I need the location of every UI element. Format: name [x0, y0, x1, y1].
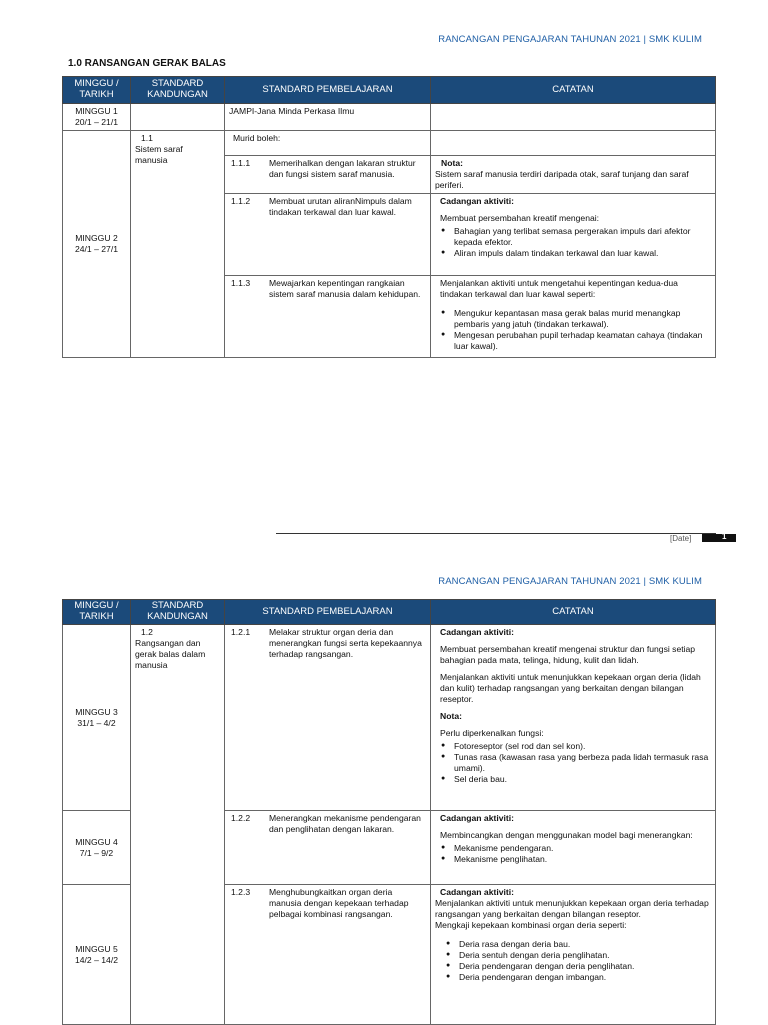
sk-cell: [131, 131, 225, 358]
col-week-header: MINGGU / TARIKH: [63, 77, 131, 104]
sp-code: 1.2.1: [231, 627, 251, 637]
notes-title: Nota:: [440, 711, 462, 721]
sk-cell: [131, 104, 225, 131]
sp-cell: [225, 156, 431, 194]
list-item: ● Sel deria bau.: [454, 774, 711, 785]
sp-text: JAMPI-Jana Minda Perkasa Ilmu: [229, 106, 355, 116]
sp-cell: [225, 131, 431, 156]
week-date: 7/1 – 9/2: [79, 847, 114, 858]
notes-bullet-list: [435, 939, 711, 983]
sp-text: Menghubungkaitkan organ deria manusia dengan kepekaan terhadap pelbagai kombinasi rangsangan.: [269, 887, 409, 919]
col-notes-header: CATATAN: [431, 77, 716, 104]
list-item: ● Deria pendengaran dengan imbangan.: [459, 972, 711, 983]
list-item: ● Mengesan perubahan pupil terhadap keamatan cahaya (tindakan luar kawal).: [454, 330, 711, 352]
notes-bullet-list: [440, 741, 711, 785]
notes-bullet-list: [440, 308, 711, 352]
list-item: ● Mekanisme penglihatan.: [454, 854, 711, 865]
week-label: MINGGU 5: [75, 943, 118, 954]
sp-cell: [225, 625, 431, 811]
sp-code: 1.1.1: [231, 158, 251, 168]
week-date: 14/2 – 14/2: [74, 954, 118, 965]
week-cell: [63, 625, 131, 811]
document-header-title: RANCANGAN PENGAJARAN TAHUNAN 2021 | SMK KULIM: [438, 34, 702, 45]
sp-cell: [225, 276, 431, 358]
notes-cell: [431, 276, 716, 358]
sp-text: Menerangkan mekanisme pendengaran dan penglihatan dengan lakaran.: [269, 813, 421, 834]
notes-cell: [431, 811, 716, 885]
col-notes-header: CATATAN: [431, 600, 716, 625]
notes-text: Menjalankan aktiviti untuk mengetahui kepentingan kedua-dua tindakan terkawal dan luar kawal seperti:: [440, 278, 678, 299]
notes-bullet-list: [440, 843, 711, 865]
notes-title: Nota:: [441, 158, 463, 168]
week-cell: [63, 131, 131, 358]
week-label: MINGGU 4: [75, 836, 118, 847]
notes-text: Perlu diperkenalkan fungsi:: [440, 728, 544, 738]
section-title: 1.0 RANSANGAN GERAK BALAS: [68, 58, 226, 69]
notes-text: Mengkaji kepekaan kombinasi organ deria seperti:: [435, 920, 627, 930]
list-item: ● Deria pendengaran dengan deria penglihatan.: [459, 961, 711, 972]
notes-title: Cadangan aktiviti:: [440, 196, 515, 206]
week-date: 31/1 – 4/2: [77, 717, 116, 728]
list-item: ● Mekanisme pendengaran.: [454, 843, 711, 854]
col-sp-header: STANDARD PEMBELAJARAN: [225, 77, 431, 104]
murid-text: Murid boleh:: [233, 133, 281, 143]
notes-title: Cadangan aktiviti:: [440, 627, 515, 637]
notes-title: Cadangan aktiviti:: [440, 887, 515, 897]
sp-cell: [225, 104, 431, 131]
sp-text: Memerihalkan dengan lakaran struktur dan fungsi sistem saraf manusia.: [269, 158, 416, 179]
sp-code: 1.2.3: [231, 887, 251, 897]
list-item: ● Aliran impuls dalam tindakan terkawal dan luar kawal.: [454, 248, 711, 259]
sk-text: Rangsangan dan gerak balas dalam manusia: [135, 638, 206, 670]
sk-code: 1.2: [141, 627, 153, 637]
footer-page-number: 1: [722, 532, 727, 541]
sp-text: Melakar struktur organ deria dan menerangkan fungsi serta kepekaannya terhadap rangsangan.: [269, 627, 422, 659]
sp-code: 1.1.3: [231, 278, 251, 288]
footer-date: [Date]: [670, 534, 692, 543]
plan-table-page2: [62, 599, 716, 1025]
week-cell: [63, 811, 131, 885]
sp-cell: [225, 811, 431, 885]
notes-text: Membincangkan dengan menggunakan model bagi menerangkan:: [440, 830, 693, 840]
week-label: MINGGU 3: [75, 706, 118, 717]
list-item: ● Tunas rasa (kawasan rasa yang berbeza pada lidah termasuk rasa umami).: [454, 752, 711, 774]
week-label: MINGGU 2: [75, 233, 118, 243]
notes-bullet-list: [440, 226, 711, 259]
sk-code: 1.1: [141, 133, 153, 143]
sp-text: Membuat urutan aliranNimpuls dalam tindakan terkawal dan luar kawal.: [269, 196, 412, 217]
notes-text: Membuat persembahan kreatif mengenai struktur dan fungsi setiap bahagian pada mata, telinga, hidung, kulit dan lidah.: [440, 644, 696, 665]
plan-table-page1: [62, 76, 716, 358]
sp-text: Mewajarkan kepentingan rangkaian sistem saraf manusia dalam kehidupan.: [269, 278, 421, 299]
sk-cell: [131, 625, 225, 1025]
list-item: ● Fotoreseptor (sel rod dan sel kon).: [454, 741, 711, 752]
notes-text: Sistem saraf manusia terdiri daripada otak, saraf tunjang dan saraf periferi.: [435, 169, 689, 190]
notes-cell: [431, 194, 716, 276]
footer-page-box: [702, 534, 736, 542]
sp-code: 1.1.2: [231, 196, 251, 206]
notes-cell: [431, 625, 716, 811]
list-item: ● Mengukur kepantasan masa gerak balas murid menangkap pembaris yang jatuh (tindakan terkawal).: [454, 308, 711, 330]
notes-cell: [431, 104, 716, 131]
week-date: 24/1 – 27/1: [74, 244, 118, 254]
col-sk-header: STANDARD KANDUNGAN: [131, 600, 225, 625]
col-sk-header: STANDARD KANDUNGAN: [131, 77, 225, 104]
list-item: ● Bahagian yang terlibat semasa pergerakan impuls dari afektor kepada efektor.: [454, 226, 711, 248]
sp-cell: [225, 885, 431, 1025]
notes-title: Cadangan aktiviti:: [440, 813, 515, 823]
list-item: ● Deria rasa dengan deria bau.: [459, 939, 711, 950]
sp-code: 1.2.2: [231, 813, 251, 823]
notes-cell: [431, 885, 716, 1025]
week-label: MINGGU 1: [75, 106, 118, 116]
col-sp-header: STANDARD PEMBELAJARAN: [225, 600, 431, 625]
week-cell: [63, 104, 131, 131]
list-item: ● Deria sentuh dengan deria penglihatan.: [459, 950, 711, 961]
sk-text: Sistem saraf manusia: [135, 144, 183, 165]
week-cell: [63, 885, 131, 1025]
document-header-title: RANCANGAN PENGAJARAN TAHUNAN 2021 | SMK KULIM: [438, 576, 702, 587]
notes-text: Membuat persembahan kreatif mengenai:: [440, 213, 600, 223]
week-date: 20/1 – 21/1: [74, 117, 118, 127]
sp-cell: [225, 194, 431, 276]
notes-text: Menjalankan aktiviti untuk menunjukkan kepekaan organ deria (lidah dan kulit) terhadap rangsangan yang berkaitan dengan bilangan reseptor.: [440, 672, 701, 704]
footer-divider: [276, 533, 716, 534]
notes-text: Menjalankan aktiviti untuk menunjukkan kepekaan organ deria terhadap rangsangan yang berkaitan dengan bilangan reseptor.: [435, 898, 709, 919]
col-week-header: MINGGU / TARIKH: [63, 600, 131, 625]
notes-cell: [431, 131, 716, 156]
notes-cell: [431, 156, 716, 194]
